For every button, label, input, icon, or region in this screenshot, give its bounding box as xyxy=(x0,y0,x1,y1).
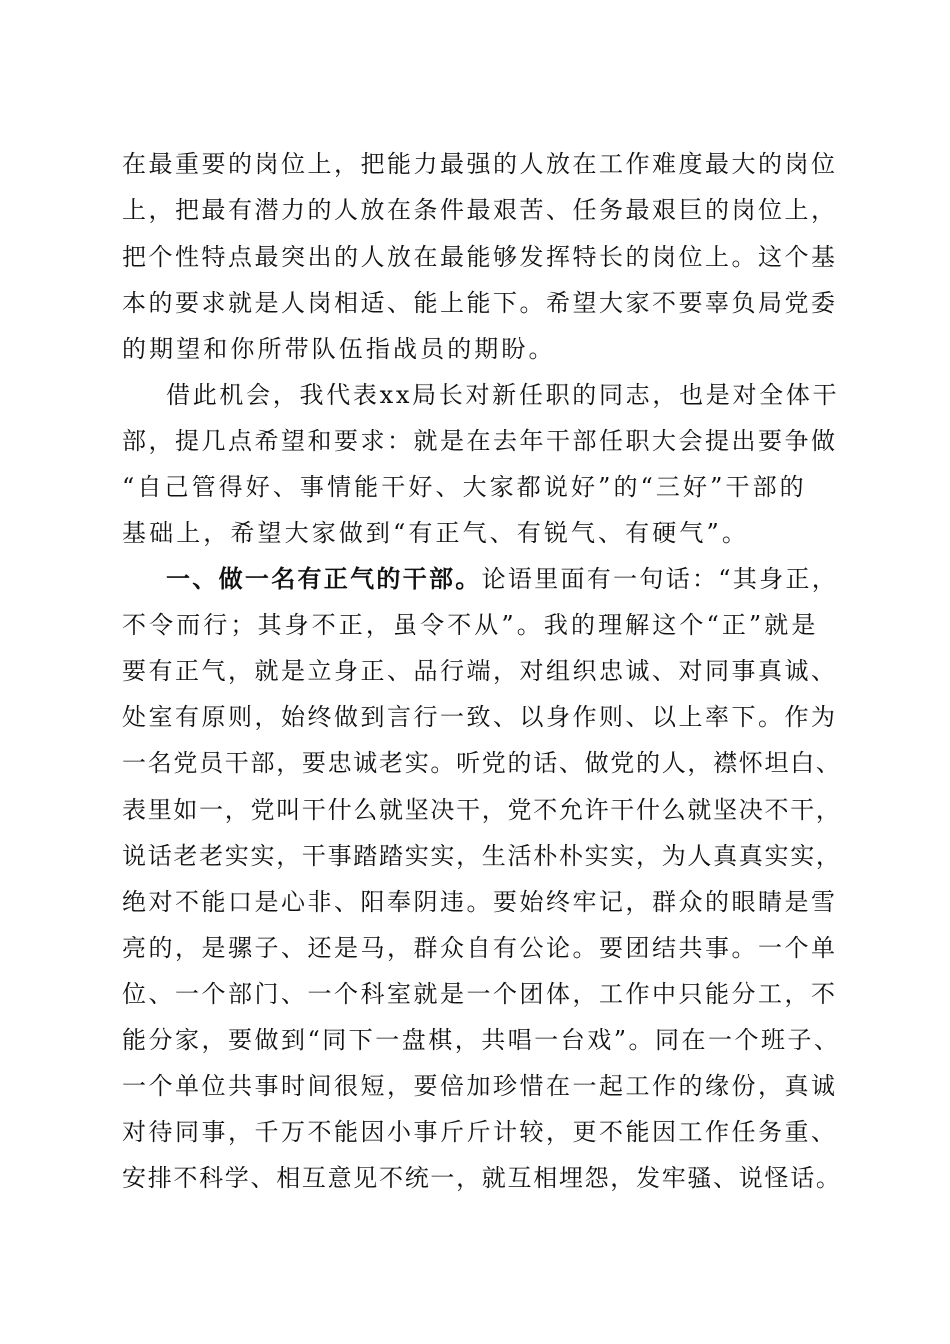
text-line: 处室有原则，始终做到言行一致、以身作则、以上率下。作为 xyxy=(122,703,838,731)
text-line: 表里如一，党叫干什么就坚决干，党不允许干什么就坚决不干， xyxy=(122,796,842,824)
text-line: 一个单位共事时间很短，要倍加珍惜在一起工作的缘份，真诚 xyxy=(122,1072,838,1100)
text-line: 把个性特点最突出的人放在最能够发挥特长的岗位上。这个基 xyxy=(122,243,838,271)
text-line: 亮的，是骡子、还是马，群众自有公论。要团结共事。一个单 xyxy=(122,934,838,962)
section-heading-line xyxy=(166,559,838,599)
text-line: 不令而行；其身不正，虽令不从”。我的理解这个“正”就是 xyxy=(122,611,819,639)
text-line: 位、一个部门、一个科室就是一个团体，工作中只能分工，不 xyxy=(122,980,838,1008)
text-line: 能分家，要做到“同下一盘棋，共唱一台戏”。同在一个班子、 xyxy=(122,1026,841,1054)
section-heading-continuation: 论语里面有一句话：“其身正， xyxy=(481,565,839,593)
text-line: 上，把最有潜力的人放在条件最艰苦、任务最艰巨的岗位上， xyxy=(122,196,838,224)
text-line: 本的要求就是人岗相适、能上能下。希望大家不要辜负局党委 xyxy=(122,289,838,317)
text-line: “自己管得好、事情能干好、大家都说好”的“三好”干部的 xyxy=(122,473,807,501)
text-line: 在最重要的岗位上，把能力最强的人放在工作难度最大的岗位 xyxy=(122,150,838,178)
text-line: 对待同事，千万不能因小事斤斤计较，更不能因工作任务重、 xyxy=(122,1118,838,1146)
text-line: 绝对不能口是心非、阳奉阴违。要始终牢记，群众的眼睛是雪 xyxy=(122,888,838,916)
text-line: 安排不科学、相互意见不统一，就互相埋怨，发牢骚、说怪话。 xyxy=(122,1164,842,1192)
text-line: 的期望和你所带队伍指战员的期盼。 xyxy=(122,335,556,363)
text-line: 一名党员干部，要忠诚老实。听党的话、做党的人，襟怀坦白、 xyxy=(122,749,842,777)
text-line: 基础上，希望大家做到“有正气、有锐气、有硬气”。 xyxy=(122,519,749,547)
text-line: 借此机会，我代表xx局长对新任职的同志，也是对全体干 xyxy=(166,381,840,409)
text-line: 说话老老实实，干事踏踏实实，生活朴朴实实，为人真真实实， xyxy=(122,842,842,870)
text-line: 要有正气，就是立身正、品行端，对组织忠诚、对同事真诚、 xyxy=(122,657,838,685)
text-line: 部，提几点希望和要求：就是在去年干部任职大会提出要争做 xyxy=(122,427,838,455)
section-heading: 一、做一名有正气的干部。 xyxy=(166,565,482,593)
